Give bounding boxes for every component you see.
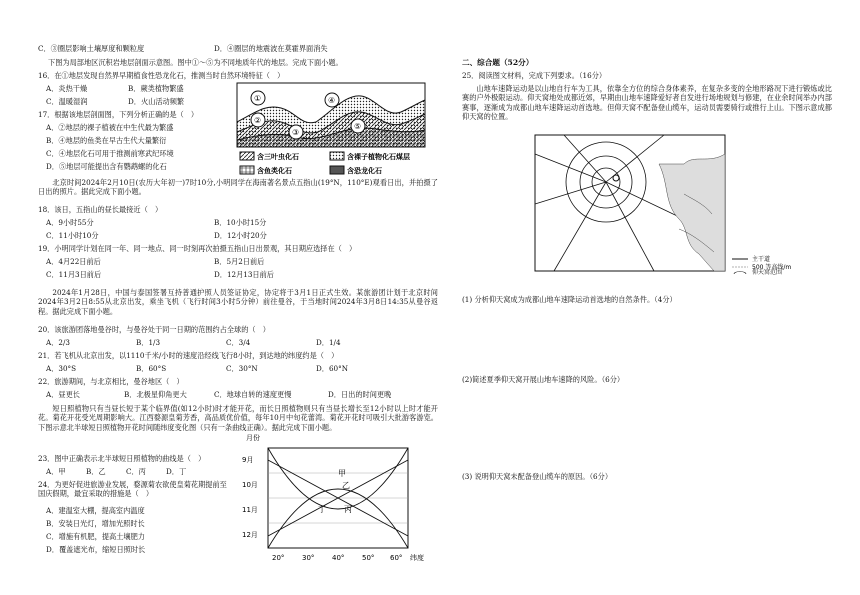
question-19: 19．小明同学计划在同一年、同一地点、同一时刻再次拍摄五指山日出景观，其日期应选择在（ ） xyxy=(38,244,357,253)
curve-label-yi: 乙 xyxy=(342,481,350,490)
q22-option-d: D．日出的时间更晚 xyxy=(328,390,392,399)
subquestion-2: (2)简述夏季仰天窝开展山地车速降的风险。（6分） xyxy=(462,375,625,384)
q21-option-b: B．60°S xyxy=(136,364,167,373)
q21-option-c: C．30°N xyxy=(226,364,258,373)
q16-option-b: B．蕨类植物繁盛 xyxy=(128,84,184,93)
layer-label-2: ② xyxy=(254,116,262,125)
q23-option-d: D．丁 xyxy=(166,467,187,476)
legend-range: 仰天窝范围 xyxy=(752,269,783,276)
layer-label-4: ④ xyxy=(328,96,336,105)
question-22: 22．旅游期间，与北京相比，曼谷地区（ ） xyxy=(38,377,184,386)
layer-label-3: ③ xyxy=(292,128,300,137)
question-21: 21．若飞机从北京出发，以1110千米/小时的速度沿经线飞行8小时，到达地的纬度约是（ ） xyxy=(38,351,339,360)
q19-option-b: B．5月2日前后 xyxy=(214,257,265,266)
subquestion-3: (3) 说明仰天窝未配备登山缆车的原因。（6分） xyxy=(462,472,613,481)
curve-label-ding: 丁 xyxy=(318,505,326,514)
curve-label-bing: 丙 xyxy=(344,505,352,514)
question-24: 24．为更好促进旅游业发展，婺源菊农欲使皇菊花期提前至国庆假期，最宜采取的措施是（ ） xyxy=(38,480,227,499)
legend-main-road: 主干道 xyxy=(752,256,771,263)
fossil-intro: 下图为局部地区沉积岩地层剖面示意图。图中①～⑤为不同地质年代的地层。完成下面小题。 xyxy=(48,58,343,67)
month-9: 9月 xyxy=(242,456,254,464)
q18-option-b: B．10小时15分 xyxy=(214,218,267,227)
curve-lower xyxy=(268,448,408,509)
q15-option-d: D．④圈层的地震波在莫霍界面消失 xyxy=(214,44,328,53)
yangtianwo-location-map xyxy=(534,134,826,274)
q17-option-a: A．②地层的裸子植被在中生代最为繁盛 xyxy=(46,123,174,132)
lat-60: 60° xyxy=(390,554,403,562)
yangtianwo-marker xyxy=(613,175,619,181)
q20-option-c: C．3/4 xyxy=(226,338,251,347)
q17-option-d: D．⑤地层可能提出含有鹦鹉螺的化石 xyxy=(46,162,167,171)
flowering-latitude-chart xyxy=(238,430,443,570)
legend-contour: 500 等高线/m xyxy=(752,264,792,271)
question-25: 25．阅读图文材料，完成下列要求。（16分） xyxy=(462,71,607,80)
q18-option-c: C．11小时10分 xyxy=(46,231,99,240)
q19-option-d: D．12月13日前后 xyxy=(214,270,274,279)
q24-option-d: D．覆盖遮光布，缩短日照时长 xyxy=(46,545,146,554)
q18-option-a: A．9小时55分 xyxy=(46,218,94,227)
question-17: 17．根据该地层剖面图，下列分析正确的是（ ） xyxy=(38,110,199,119)
q23-option-a: A．甲 xyxy=(46,467,66,476)
month-11: 11月 xyxy=(242,506,258,514)
layer-label-5: ⑤ xyxy=(354,122,362,131)
question-16: 16．在①地层发现自然界早期植食性恐龙化石，推测当时自然环境特征（ ） xyxy=(38,71,285,80)
q24-option-b: B．安装日光灯，增加光照时长 xyxy=(46,519,145,528)
plant-intro: 短日照植物只有当昼长短于某个临界值(如12小时)时才能开花，而长日照植物则只有当昼长增长至12小时以上时才能开花。菊花开花受光周期影响大。江西婺源皇菊芳香，高品质优价值，每年10月中旬花蕾湾。菊花开花时可吸引大批游客游览。下图示意北半球短日照植物开花时间随纬度变化图（只有一条曲线正确）。据此完成下面小题。 xyxy=(38,404,438,432)
q15-option-c: C．③圈层影响土壤厚度和颗粒度 xyxy=(38,44,145,53)
q16-option-c: C．温暖湿润 xyxy=(46,97,88,106)
q20-option-a: A．2/3 xyxy=(46,338,70,347)
legend-gymnosperm: 含裸子植物化石煤层 xyxy=(347,153,410,161)
q21-option-a: A．30°S xyxy=(46,364,77,373)
lat-40: 40° xyxy=(332,554,345,562)
section-header: 二、综合题（52分） xyxy=(462,58,534,67)
q19-option-a: A．4月22日前后 xyxy=(46,257,101,266)
month-10: 10月 xyxy=(242,481,258,489)
legend-trilobite: 含三叶虫化石 xyxy=(257,153,299,161)
q24-option-a: A．建温室大棚，提高室内温度 xyxy=(46,506,145,515)
lat-20: 20° xyxy=(272,554,285,562)
thai-intro: 2024年1月28日，中国与泰国签署互持普通护照人员签证协定，协定将于3月1日正式生效。某旅游团计划于北京时间2024年3月2日8:55从北京出发，乘坐飞机（飞行时间3小时5分钟）前往曼谷，于当地时间2024年3月8日14:35从曼谷返程。据此完成下面小题。 xyxy=(38,288,438,316)
q19-option-c: C．11月3日前后 xyxy=(46,270,102,279)
q22-option-a: A．昼更长 xyxy=(46,390,80,399)
q25-material: 山地车速降运动是以山地自行车为工具，依靠全方位的综合身体素养，在复杂多变的全地形路况下进行锻炼或比赛的户外极限运动。仰天窝地处成都近郊，早期由山地车速降爱好者自发进行场地规划与修建，在业余时间举办内部赛事，逐渐成为成都山地车速降运动首选地。但仰天窝不配备登山缆车，运动员需要骑行或推行上山。下图示意成都仰天窝的位置。 xyxy=(462,84,832,122)
chart-y-label: 月份 xyxy=(246,434,260,442)
curve-label-jia: 甲 xyxy=(338,469,346,478)
wuzhi-intro: 北京时间2024年2月10日(农历大年初一)7时10分,小明同学在海南著名景点五指山(19°N，110°E)观看日出，并拍摄了日出的照片。据此完成下面小题。 xyxy=(38,178,438,197)
stratigraphic-section-diagram xyxy=(236,82,426,179)
question-20: 20．该旅游团落地曼谷时，与曼谷处于同一日期的范围约占全球的（ ） xyxy=(38,325,270,334)
q18-option-d: D．12小时20分 xyxy=(214,231,267,240)
q23-option-c: C．丙 xyxy=(126,467,146,476)
q17-option-b: B．④地层的鱼类在早古生代大量繁衍 xyxy=(46,136,167,145)
chart-x-unit: 纬度 xyxy=(410,554,424,562)
legend-dinosaur: 含恐龙化石 xyxy=(347,167,382,175)
layer-label-1: ① xyxy=(254,94,262,103)
q17-option-c: C．④地层化石可用于推测前寒武纪环境 xyxy=(46,149,174,158)
q16-option-a: A．炎热干燥 xyxy=(46,84,88,93)
question-23: 23．图中正确表示北半球短日照植物的曲线是（ ） xyxy=(38,454,206,463)
q24-option-c: C．增施有机肥，提高土壤肥力 xyxy=(46,532,145,541)
question-18: 18．该日，五指山的昼长最接近（ ） xyxy=(38,205,163,214)
q20-option-b: B．1/3 xyxy=(136,338,161,347)
legend-fish: 含鱼类化石 xyxy=(257,167,292,175)
q22-option-b: B．北极星仰角更大 xyxy=(124,390,187,399)
q22-option-c: C．地球自转的速度更慢 xyxy=(214,390,292,399)
q23-option-b: B．乙 xyxy=(86,467,106,476)
q16-option-d: D．火山活动频繁 xyxy=(128,97,185,106)
lat-30: 30° xyxy=(302,554,315,562)
month-12: 12月 xyxy=(242,531,258,539)
lat-50: 50° xyxy=(362,554,375,562)
subquestion-1: (1) 分析仰天窝成为成都山地车速降运动首选地的自然条件。（4分） xyxy=(462,295,677,304)
q20-option-d: D．1/4 xyxy=(316,338,341,347)
q21-option-d: D．60°N xyxy=(316,364,348,373)
